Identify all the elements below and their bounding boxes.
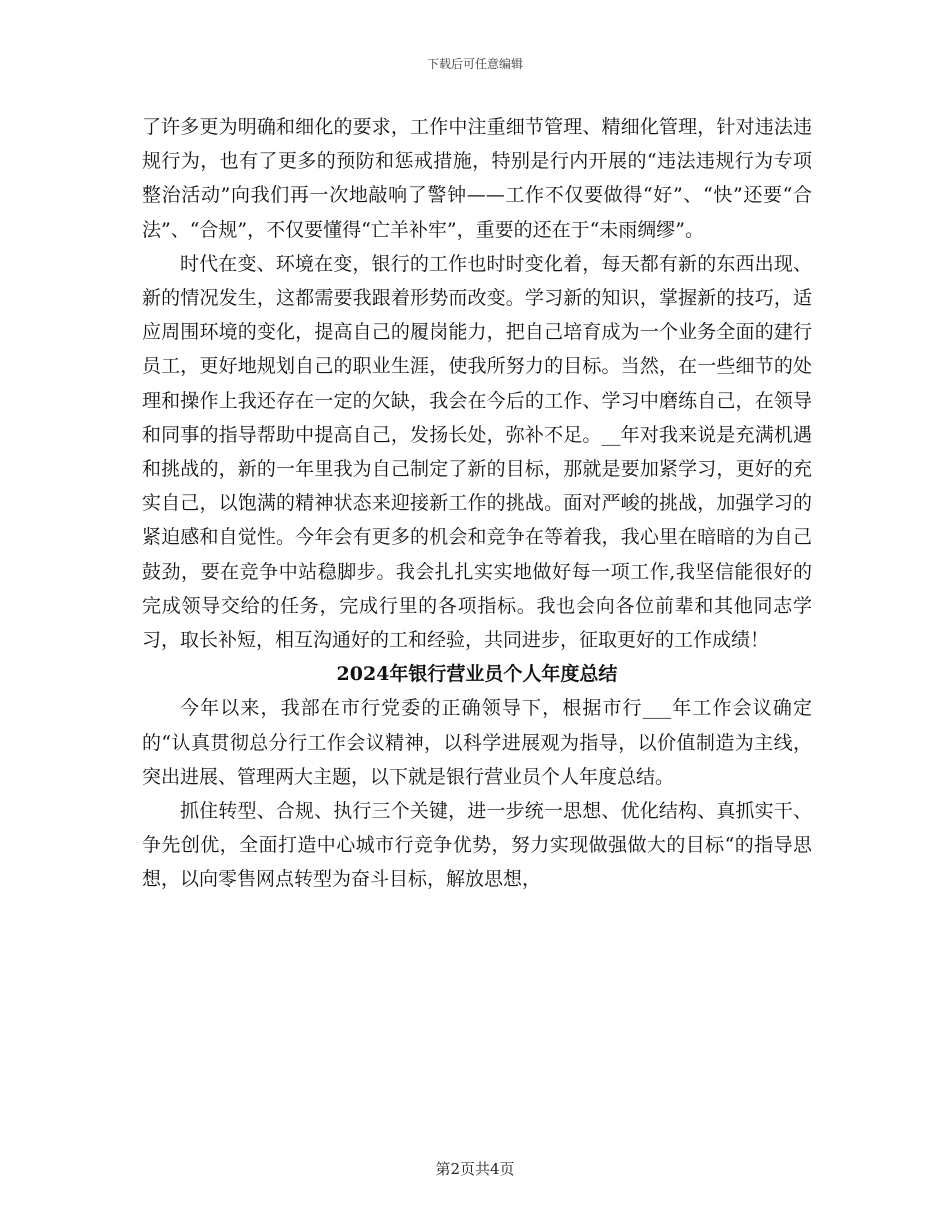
page-number: 第2页共4页 [435,1160,515,1178]
paragraph-continued: 了许多更为明确和细化的要求，工作中注重细节管理、精细化管理，针对违法违规行为，也有了更多的预防和惩戒措施，特别是行内开展的“违法违规行为专项整治活动”向我们再一次地敲响了警钟——工作不仅要做得“好”、“快”还要“合法”、“合规”，不仅要懂得“亡羊补牢”，重要的还在于“未雨绸缪”。 [142,116,812,241]
section-title: 2024年银行营业员个人年度总结 [336,663,618,686]
paragraph-future-goals: 时代在变、环境在变，银行的工作也时时变化着，每天都有新的东西出现、新的情况发生，这都需要我跟着形势而改变。学习新的知识，掌握新的技巧，适应周围环境的变化，提高自己的履岗能力，把自己培育成为一个业务全面的建行员工，更好地规划自己的职业生涯，使我所努力的目标。当然，在一些细节的处理和操作上我还存在一定的欠缺，我会在今后的工作、学习中磨练自己，在领导和同事的指导帮助中提高自己，发扬长处，弥补不足。__年对我来说是充满机遇和挑战的，新的一年里我为自己制定了新的目标，那就是要加紧学习，更好的充实自己，以饱满的精神状态来迎接新工作的挑战。面对严峻的挑战，加强学习的紧迫感和自觉性。今年会有更多的机会和竞争在等着我，我心里在暗暗的为自己鼓劲，要在竞争中站稳脚步。我会扎扎实实地做好每一项工作,我坚信能很好的完成领导交给的任务，完成行里的各项指标。我也会向各位前辈和其他同志学习，取长补短，相互沟通好的工和经验，共同进步，征取更好的工作成绩！ [142,252,812,652]
document-body [142,110,812,897]
header-note: 下载后可任意编辑 [426,57,523,71]
paragraph-intro: 今年以来，我部在市行党委的正确领导下，根据市行___年工作会议确定的“认真贯彻总分行工作会议精神，以科学进展观为指导，以价值制造为主线，突出进展、管理两大主题，以下就是银行营业员个人年度总结。 [142,697,812,788]
paragraph-key-points: 抓住转型、合规、执行三个关键，进一步统一思想、优化结构、真抓实干、争先创优，全面打造中心城市行竞争优势，努力实现做强做大的目标“的指导思想，以向零售网点转型为奋斗目标，解放思想， [142,800,812,891]
